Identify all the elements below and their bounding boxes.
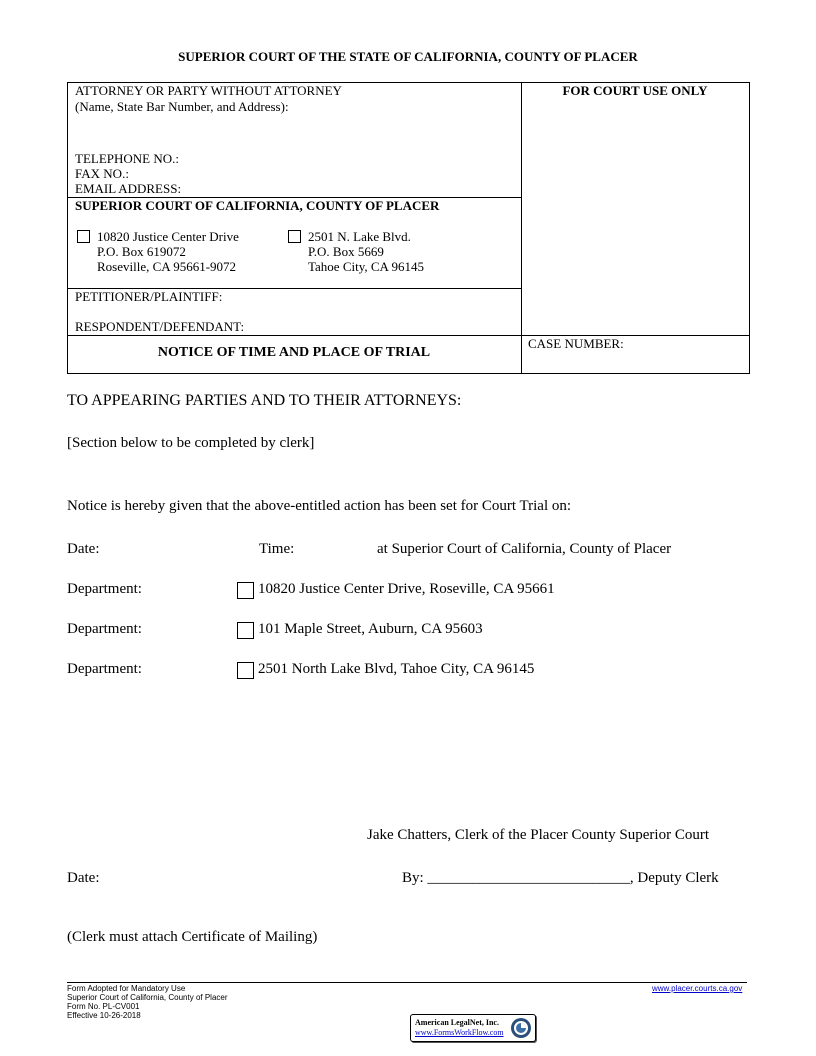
trial-date-label: Date: [67, 541, 100, 557]
caption-divider-title [67, 335, 749, 336]
respondent-label: RESPONDENT/DEFENDANT: [75, 319, 245, 334]
court-website-link[interactable]: www.placer.courts.ca.gov [652, 984, 743, 993]
department-tahoe-address: 2501 North Lake Blvd, Tahoe City, CA 96145 [258, 661, 535, 677]
court-use-label: FOR COURT USE ONLY [562, 83, 708, 98]
department-tahoe-checkbox[interactable] [237, 662, 254, 679]
to-parties-heading: TO APPEARING PARTIES AND TO THEIR ATTORNEYS: [67, 392, 462, 409]
petitioner-label: PETITIONER/PLAINTIFF: [75, 289, 223, 304]
department-roseville-checkbox[interactable] [237, 582, 254, 599]
legalnet-badge-name: American LegalNet, Inc. [415, 1018, 499, 1027]
location-roseville-checkbox[interactable] [77, 230, 90, 243]
form-title: NOTICE OF TIME AND PLACE OF TRIAL [157, 345, 431, 360]
location-tahoe-line2: P.O. Box 5669 [308, 244, 384, 259]
location-roseville-line2: P.O. Box 619072 [97, 244, 186, 259]
attorney-subheading: (Name, State Bar Number, and Address): [75, 99, 289, 114]
department-roseville-address: 10820 Justice Center Drive, Roseville, CA 95661 [258, 581, 555, 597]
footer-line-1: Form Adopted for Mandatory Use [67, 984, 186, 993]
location-tahoe-line3: Tahoe City, CA 96145 [308, 259, 424, 274]
location-tahoe-checkbox[interactable] [288, 230, 301, 243]
telephone-label: TELEPHONE NO.: [75, 151, 179, 166]
signature-date-label: Date: [67, 870, 100, 886]
clerk-name: Jake Chatters, Clerk of the Placer County Superior Court [367, 827, 710, 843]
department-auburn-checkbox[interactable] [237, 622, 254, 639]
department-label: Department: [67, 581, 142, 597]
footer-rule [67, 982, 747, 983]
notice-text: Notice is hereby given that the above-entitled action has been set for Court Trial on: [67, 498, 572, 514]
caption-vertical-divider [521, 82, 522, 374]
location-roseville-line1: 10820 Justice Center Drive [97, 229, 239, 244]
footer-line-4: Effective 10-26-2018 [67, 1011, 141, 1020]
deputy-clerk-signature-line[interactable]: By: ___________________________, Deputy Clerk [402, 870, 719, 886]
department-label: Department: [67, 621, 142, 637]
court-title: SUPERIOR COURT OF THE STATE OF CALIFORNIA, COUNTY OF PLACER [178, 49, 638, 64]
fax-label: FAX NO.: [75, 166, 129, 181]
attorney-heading: ATTORNEY OR PARTY WITHOUT ATTORNEY [75, 83, 342, 98]
legalnet-badge[interactable] [410, 1014, 536, 1042]
department-label: Department: [67, 661, 142, 677]
court-location-text: at Superior Court of California, County of Placer [377, 541, 672, 557]
certificate-mailing-note: (Clerk must attach Certificate of Mailing) [67, 929, 318, 945]
department-auburn-address: 101 Maple Street, Auburn, CA 95603 [258, 621, 483, 637]
legalnet-badge-url[interactable]: www.FormsWorkFlow.com [415, 1028, 504, 1037]
location-tahoe-line1: 2501 N. Lake Blvd. [308, 229, 411, 244]
clerk-section-note: [Section below to be completed by clerk] [67, 435, 315, 451]
location-roseville-line3: Roseville, CA 95661-9072 [97, 259, 237, 274]
footer-line-2: Superior Court of California, County of Placer [67, 993, 228, 1002]
email-label: EMAIL ADDRESS: [75, 181, 182, 196]
legalnet-logo-icon [510, 1017, 532, 1039]
case-number-label: CASE NUMBER: [528, 336, 624, 351]
footer-line-3: Form No. PL-CV001 [67, 1002, 140, 1011]
trial-time-label: Time: [259, 541, 295, 557]
court-heading: SUPERIOR COURT OF CALIFORNIA, COUNTY OF PLACER [75, 198, 440, 213]
